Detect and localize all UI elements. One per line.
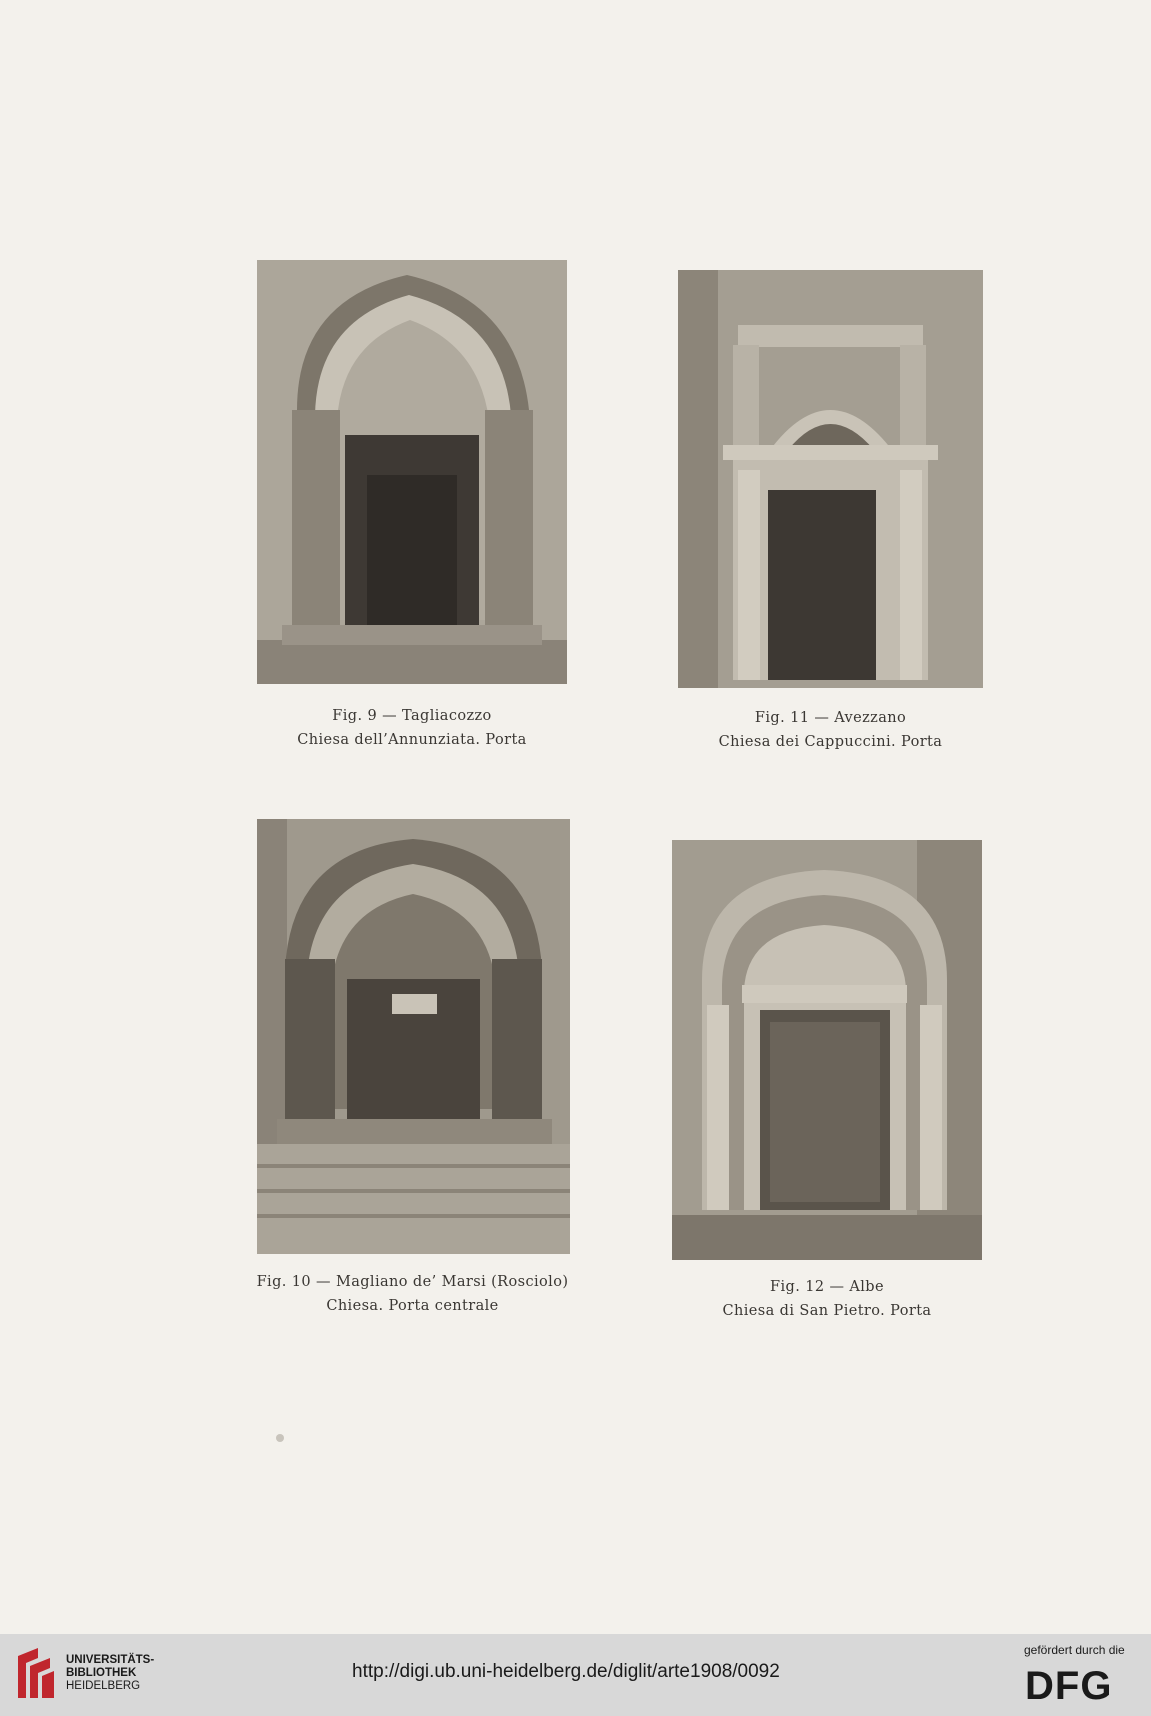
library-name-line-2: BIBLIOTHEK: [66, 1667, 137, 1679]
figure-10-caption-title: Fig. 10 — Magliano de’ Marsi (Rosciolo): [256, 1274, 569, 1290]
figure-11-caption: [678, 706, 983, 754]
dfg-logo-icon: DFG: [1025, 1664, 1113, 1708]
library-name-line-1: UNIVERSITÄTS-: [66, 1654, 155, 1666]
figure-11-caption-subtitle: Chiesa dei Cappuccini. Porta: [718, 734, 943, 750]
figure-11-caption-title: Fig. 11 — Avezzano: [754, 710, 907, 726]
figure-10-caption-subtitle: Chiesa. Porta centrale: [326, 1298, 499, 1314]
library-name-line-3: HEIDELBERG: [66, 1680, 141, 1692]
figure-9-caption-title: Fig. 9 — Tagliacozzo: [332, 708, 492, 724]
figure-9-caption: [257, 704, 567, 752]
figure-10-caption: [240, 1270, 585, 1318]
figure-9-caption-subtitle: Chiesa dell’Annunziata. Porta: [297, 732, 527, 748]
figure-11-photo: [678, 270, 983, 688]
figure-12-caption-title: Fig. 12 — Albe: [770, 1279, 884, 1295]
figure-12-photo: [672, 840, 982, 1260]
figure-12-caption: [672, 1275, 982, 1323]
figure-9-photo: [257, 260, 567, 684]
figure-12-caption-subtitle: Chiesa di San Pietro. Porta: [722, 1303, 932, 1319]
funded-by-label: gefördert durch die: [1024, 1643, 1125, 1657]
figure-10-photo: [257, 819, 570, 1254]
footer-bar: [0, 1634, 1151, 1716]
page-speck: [276, 1434, 284, 1442]
university-library-logo-icon: [14, 1646, 58, 1702]
source-url-link[interactable]: http://digi.ub.uni-heidelberg.de/diglit/arte1908/0092: [352, 1661, 780, 1682]
university-library-name: [66, 1654, 154, 1693]
